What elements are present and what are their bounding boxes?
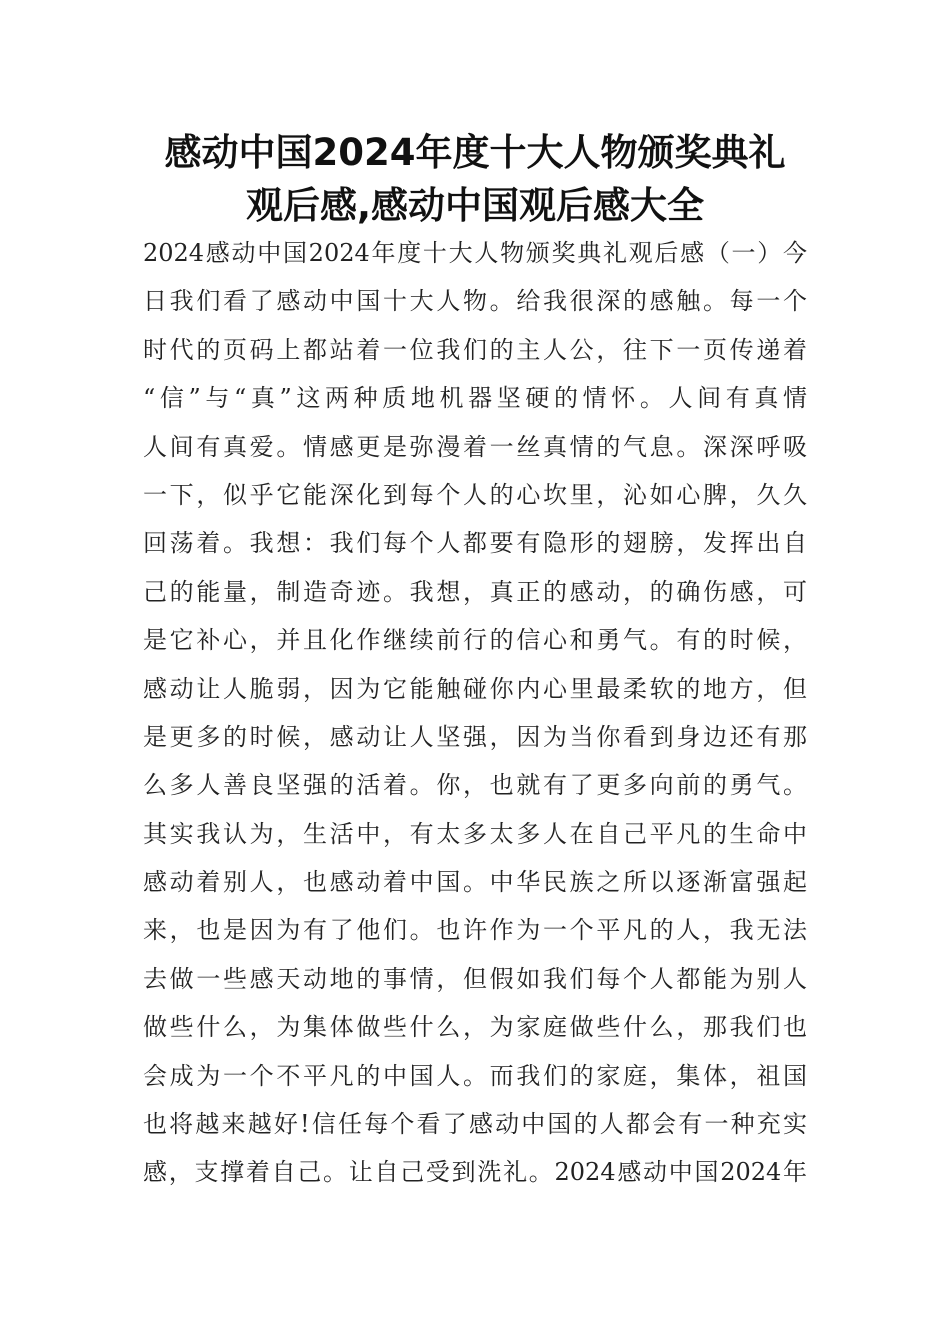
body-line: 一下，似乎它能深化到每个人的心坎里，沁如心脾，久久 [143, 480, 807, 509]
body-line: 会成为一个不平凡的中国人。而我们的家庭，集体，祖国 [143, 1061, 807, 1090]
body-line: “信”与“真”这两种质地机器坚硬的情怀。人间有真情 [143, 384, 807, 413]
body-line: 己的能量，制造奇迹。我想，真正的感动，的确伤感，可 [143, 577, 807, 606]
body-line: 是更多的时候，感动让人坚强，因为当你看到身边还有那 [143, 722, 807, 751]
body-line: 感动着别人，也感动着中国。中华民族之所以逐渐富强起 [143, 868, 807, 897]
body-line: 日我们看了感动中国十大人物。给我很深的感触。每一个 [143, 287, 807, 316]
body-line: 是它补心，并且化作继续前行的信心和勇气。有的时候， [143, 626, 807, 655]
body-line: 做些什么，为集体做些什么，为家庭做些什么，那我们也 [143, 1013, 807, 1042]
body-line: 感，支撑着自己。让自己受到洗礼。2024感动中国2024年 [143, 1158, 807, 1187]
title-line-1: 感动中国2024年度十大人物颁奖典礼 [164, 131, 786, 174]
document-title [120, 126, 830, 232]
body-text [143, 229, 807, 1197]
body-line: 其实我认为，生活中，有太多太多人在自己平凡的生命中 [143, 819, 807, 848]
body-line: 来，也是因为有了他们。也许作为一个平凡的人，我无法 [143, 916, 807, 945]
title-line-2: 观后感,感动中国观后感大全 [245, 184, 705, 227]
body-line: 么多人善良坚强的活着。你，也就有了更多向前的勇气。 [143, 771, 807, 800]
body-line: 人间有真爱。情感更是弥漫着一丝真情的气息。深深呼吸 [143, 432, 807, 461]
body-line: 2024感动中国2024年度十大人物颁奖典礼观后感（一）今 [143, 239, 807, 267]
body-line: 时代的页码上都站着一位我们的主人公，往下一页传递着 [143, 335, 807, 364]
body-line: 回荡着。我想：我们每个人都要有隐形的翅膀，发挥出自 [143, 529, 807, 558]
body-line: 感动让人脆弱，因为它能触碰你内心里最柔软的地方，但 [143, 674, 807, 703]
body-line: 也将越来越好!信任每个看了感动中国的人都会有一种充实 [143, 1110, 807, 1139]
body-line: 去做一些感天动地的事情，但假如我们每个人都能为别人 [143, 964, 807, 993]
